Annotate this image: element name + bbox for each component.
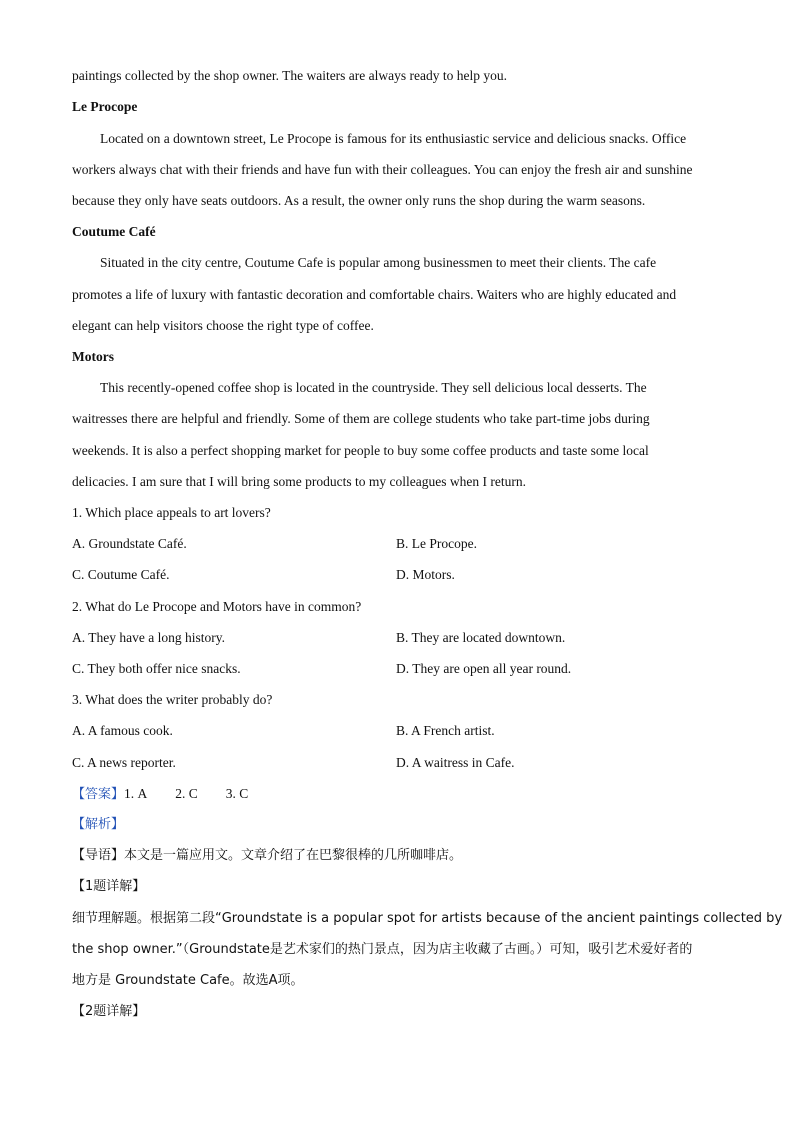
question-stem-1: 1. Which place appeals to art lovers? <box>72 505 271 520</box>
section-heading-motors: Motors <box>72 349 114 364</box>
q1-detail-heading: 【1题详解】 <box>72 879 146 894</box>
passage-line: delicacies. I am sure that I will bring some products to my colleagues when I return. <box>72 474 526 489</box>
analysis-label: 【解析】 <box>72 817 125 832</box>
passage-line: because they only have seats outdoors. As a result, the owner only runs the shop during the warm seasons. <box>72 193 646 208</box>
analysis-line: the shop owner.”（Groundstate是艺术家们的热门景点，因为店主收藏了古画。）可知，吸引艺术爱好者的 <box>72 942 693 957</box>
analysis-line: 地方是 Groundstate Cafe。故选A项。 <box>72 973 304 988</box>
option-1b: B. Le Procope. <box>396 536 477 551</box>
passage-line: workers always chat with their friends and have fun with their colleagues. You can enjoy the fresh air and sunshine <box>72 162 693 177</box>
passage-line: Situated in the city centre, Coutume Cafe is popular among businessmen to meet their clients. The cafe <box>100 255 657 270</box>
answer-1: 1. A <box>124 786 148 801</box>
answer-line <box>72 785 722 804</box>
section-heading-le-procope: Le Procope <box>72 99 138 114</box>
passage-line: promotes a life of luxury with fantastic decoration and comfortable chairs. Waiters who are highly educated and <box>72 287 677 302</box>
answer-2: 2. C <box>175 786 198 801</box>
passage-line: waitresses there are helpful and friendly. Some of them are college students who take part-time jobs during <box>72 411 650 426</box>
option-2a: A. They have a long history. <box>72 630 225 645</box>
q2-detail-heading: 【2题详解】 <box>72 1004 146 1019</box>
option-3a: A. A famous cook. <box>72 723 173 738</box>
answer-3: 3. C <box>225 786 249 801</box>
option-3d: D. A waitress in Cafe. <box>396 755 515 770</box>
passage-line: Located on a downtown street, Le Procope is famous for its enthusiastic service and delicious snacks. Office <box>100 131 687 146</box>
passage-line: elegant can help visitors choose the right type of coffee. <box>72 318 374 333</box>
question-stem-2: 2. What do Le Procope and Motors have in common? <box>72 599 362 614</box>
option-3c: C. A news reporter. <box>72 755 176 770</box>
guide-line: 【导语】本文是一篇应用文。文章介绍了在巴黎很棒的几所咖啡店。 <box>72 848 463 863</box>
option-2c: C. They both offer nice snacks. <box>72 661 241 676</box>
option-3b: B. A French artist. <box>396 723 495 738</box>
question-stem-3: 3. What does the writer probably do? <box>72 692 273 707</box>
option-1d: D. Motors. <box>396 567 455 582</box>
section-heading-coutume-cafe: Coutume Café <box>72 224 156 239</box>
passage-line: weekends. It is also a perfect shopping market for people to buy some coffee products and taste some local <box>72 443 649 458</box>
passage-line: This recently-opened coffee shop is located in the countryside. They sell delicious local desserts. The <box>100 380 647 395</box>
option-1a: A. Groundstate Café. <box>72 536 187 551</box>
option-1c: C. Coutume Café. <box>72 567 170 582</box>
passage-line: paintings collected by the shop owner. The waiters are always ready to help you. <box>72 68 507 83</box>
option-2b: B. They are located downtown. <box>396 630 566 645</box>
answer-label: 【答案】 <box>72 787 125 802</box>
option-2d: D. They are open all year round. <box>396 661 572 676</box>
analysis-line: 细节理解题。根据第二段“Groundstate is a popular spot for artists because of the ancient paintings collected by <box>72 911 783 926</box>
